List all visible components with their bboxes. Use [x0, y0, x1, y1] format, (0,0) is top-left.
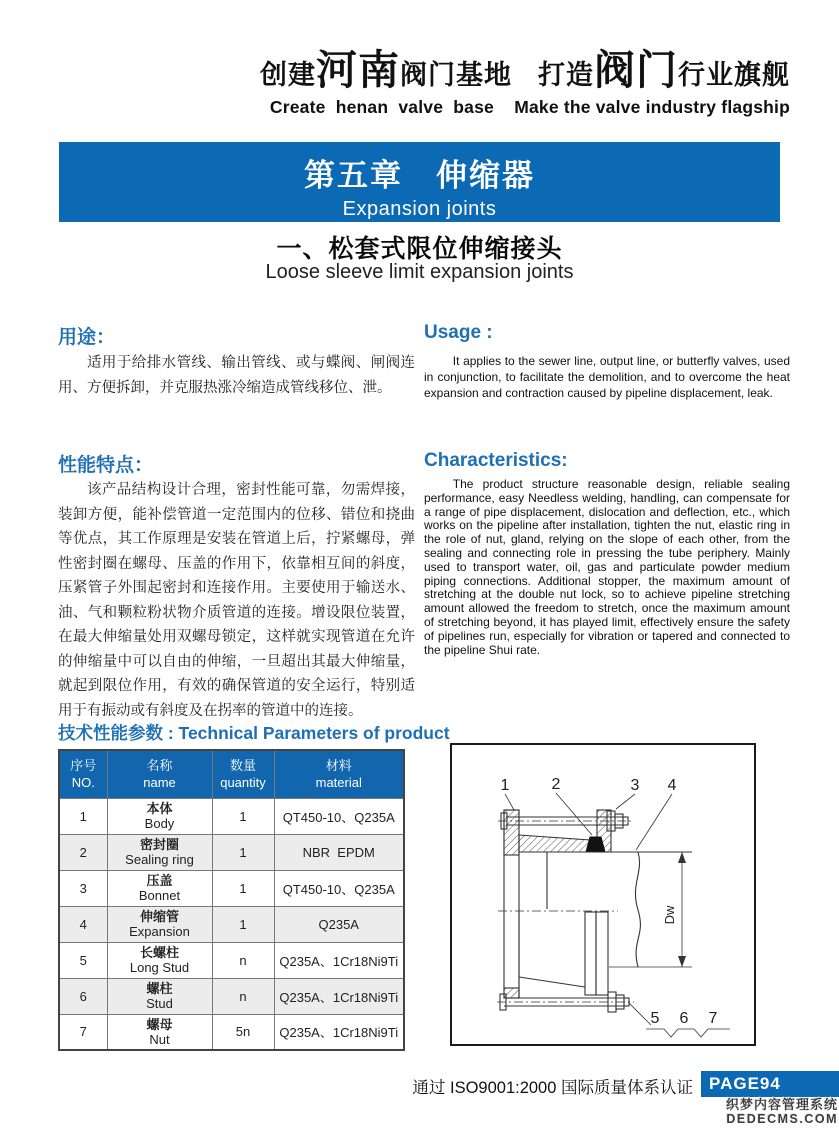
header-slogan-en: Create henan valve base Make the valve industry flagship — [269, 97, 790, 117]
cell-name: 密封圈 Sealing ring — [107, 834, 212, 870]
cell-no: 3 — [59, 870, 107, 906]
col-header-no: 序号 NO. — [59, 750, 107, 798]
dimension-label-dw: Dw — [662, 905, 677, 925]
cell-no: 2 — [59, 834, 107, 870]
cms-watermark-zh: 织梦内容管理系统 — [725, 1097, 838, 1112]
table-header-row — [59, 750, 404, 798]
diagram-dimension-dw — [609, 852, 692, 967]
cell-material: Q235A、1Cr18Ni9Ti — [274, 942, 404, 978]
cell-no: 1 — [59, 798, 107, 834]
diagram-body-wall — [519, 835, 590, 852]
table-row — [59, 906, 404, 942]
cell-material: Q235A、1Cr18Ni9Ti — [274, 1014, 404, 1050]
header-slogan-zh — [260, 48, 790, 97]
iso-certification-text: 通过 ISO9001:2000 国际质量体系认证 — [412, 1079, 693, 1097]
parameters-title: 技术性能参数 : Technical Parameters of product — [58, 723, 450, 743]
header-zh-part: 创建 — [260, 60, 316, 90]
product-title-en: Loose sleeve limit expansion joints — [265, 261, 574, 283]
characteristics-heading-en: Characteristics: — [424, 450, 568, 471]
cell-quantity: n — [212, 942, 274, 978]
cell-quantity: 1 — [212, 798, 274, 834]
cell-name: 螺母 Nut — [107, 1014, 212, 1050]
cell-no: 5 — [59, 942, 107, 978]
cell-no: 6 — [59, 978, 107, 1014]
cell-material: Q235A — [274, 906, 404, 942]
expansion-joint-diagram — [450, 743, 756, 1046]
cell-quantity: n — [212, 978, 274, 1014]
cell-quantity: 1 — [212, 834, 274, 870]
table-row — [59, 942, 404, 978]
diagram-bottom-outline — [519, 911, 608, 998]
chapter-banner — [59, 142, 780, 222]
diagram-callouts-bottom — [629, 1003, 730, 1037]
cell-material: QT450-10、Q235A — [274, 870, 404, 906]
cms-watermark — [726, 1097, 838, 1126]
characteristics-body-zh: 该产品结构设计合理，密封性能可靠，勿需焊接，装卸方便，能补偿管道一定范围内的位移、错位和挠曲等优点，其工作原理是安装在管道上后，拧紧螺母，弹性密封圈在螺母、压盖的作用下，依靠相互间的斜度，压紧管子外围起密封和连接作用。主要使用于输送水、油、气和颗粒粉状物介质管道的连接。增设限位装置，在最大伸缩量处用双螺母锁定，这样就实现管道在允许的伸缩量中可以自由的伸缩，一旦超出其最大伸缩量，就起到限位作用，有效的确保管道的安全运行，特别适用于有振动或有斜度及在拐率的管道中的连接。 — [58, 482, 415, 719]
table-row — [59, 978, 404, 1014]
characteristics-heading-zh: 性能特点： — [58, 455, 154, 476]
cell-material: Q235A、1Cr18Ni9Ti — [274, 978, 404, 1014]
callout-2: 2 — [551, 776, 561, 793]
header-zh-part: 行业旗舰 — [678, 60, 790, 90]
cell-no: 4 — [59, 906, 107, 942]
table-row — [59, 1014, 404, 1050]
cell-name: 压盖 Bonnet — [107, 870, 212, 906]
chapter-title-en: Expansion joints — [342, 198, 497, 220]
table-row — [59, 870, 404, 906]
callout-6: 6 — [679, 1010, 689, 1027]
header-zh-part-big: 阀门 — [594, 47, 678, 93]
cell-quantity: 5n — [212, 1014, 274, 1050]
callout-1: 1 — [500, 777, 510, 794]
header-zh-part: 阀门基地 — [400, 60, 512, 90]
page-number-badge: PAGE94 — [701, 1071, 839, 1097]
chapter-title-zh: 第五章 伸缩器 — [304, 158, 535, 193]
header-zh-part: 打造 — [538, 60, 594, 90]
usage-heading-zh: 用途： — [58, 327, 116, 348]
usage-heading-en: Usage : — [424, 322, 493, 343]
cms-watermark-en: DEDECMS.COM — [726, 1112, 838, 1126]
callout-5: 5 — [650, 1010, 660, 1027]
cell-name: 螺柱 Stud — [107, 978, 212, 1014]
cell-no: 7 — [59, 1014, 107, 1050]
cell-material: NBR EPDM — [274, 834, 404, 870]
cell-material: QT450-10、Q235A — [274, 798, 404, 834]
callout-4: 4 — [667, 777, 677, 794]
usage-body-zh: 适用于给排水管线、输出管线、或与蝶阀、闸阀连用、方便拆卸，并克服热涨冷缩造成管线移位、泄。 — [58, 355, 415, 396]
cell-name: 长螺柱 Long Stud — [107, 942, 212, 978]
table-row — [59, 834, 404, 870]
header-slogan — [260, 48, 790, 118]
cell-quantity: 1 — [212, 870, 274, 906]
col-header-quantity: 数量 quantity — [212, 750, 274, 798]
header-zh-part-big: 河南 — [316, 47, 400, 93]
cell-quantity: 1 — [212, 906, 274, 942]
expansion-joint-drawing — [452, 745, 754, 1044]
callout-7: 7 — [708, 1010, 718, 1027]
col-header-material: 材料 material — [274, 750, 404, 798]
cell-name: 伸缩管 Expansion — [107, 906, 212, 942]
table-row — [59, 798, 404, 834]
callout-3: 3 — [630, 777, 640, 794]
parameters-table — [58, 749, 405, 1051]
diagram-body-flange — [504, 810, 519, 998]
cell-name: 本体 Body — [107, 798, 212, 834]
usage-body-en: It applies to the sewer line, output line, or butterfly valves, used in conjunction, to facilitate the demolition, and to overcome the heat expansion and contraction caused by pipeline displacement, leak. — [424, 354, 790, 400]
product-title-zh: 一、松套式限位伸缩接头 — [276, 235, 563, 263]
characteristics-body-en: The product structure reasonable design, reliable sealing performance, easy Needless welding, handling, can compensate for a range of pipe displacement, dislocation and deflection, etc., which works on the pipeline after installation, tighten the nut, elastic ring in the role of nut, gland, relying on the slope of each other, from the sealing and connecting role in pressing the tube periphery. Mainly used to transport water, oil, gas and particulate powder medium piping connections. Additional stopper, the maximum amount of stretching at the double nut lock, so to achieve pipeline stretching amount allowed the freedom to stretch, once the maximum amount of stretching beyond, it has played limit, effectively ensure the safety of pipelines run, especially for vibration or tapered and connected to the pipeline Shui rate. — [424, 477, 790, 657]
col-header-name: 名称 name — [107, 750, 212, 798]
